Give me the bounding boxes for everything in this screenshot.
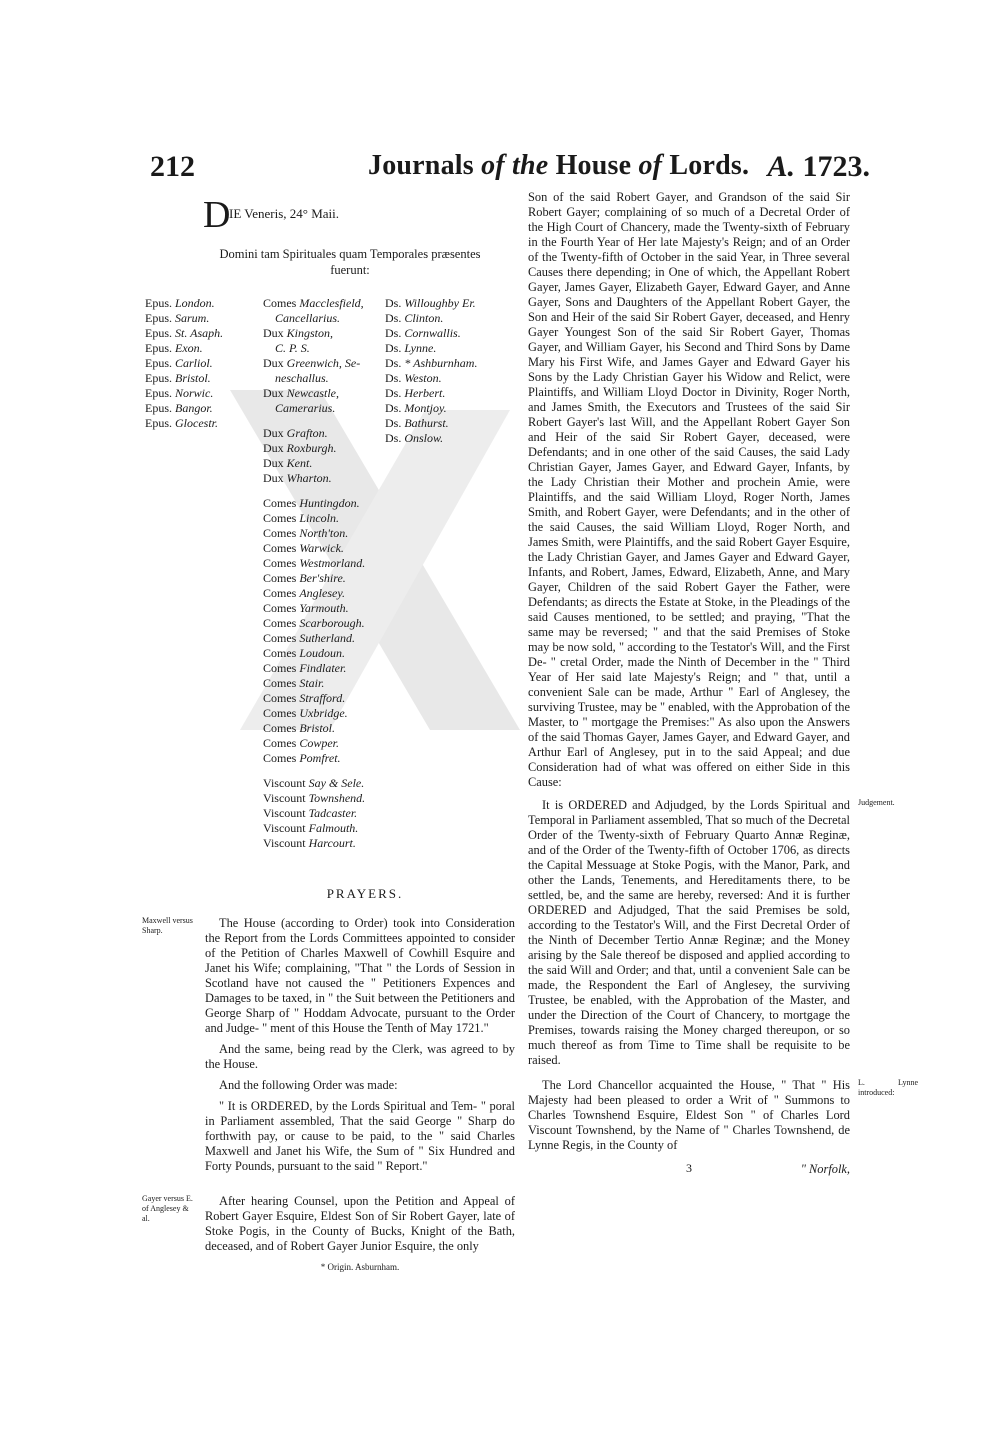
- bishops-list: [145, 296, 223, 431]
- viscount-title: Viscount: [263, 836, 306, 850]
- viscount-title: Viscount: [263, 806, 306, 820]
- duke-name: Grafton.: [286, 426, 328, 440]
- earl-row: [263, 541, 365, 556]
- earl-row: [263, 661, 365, 676]
- earl-row: [263, 721, 365, 736]
- baron-name: Weston.: [404, 371, 442, 385]
- baron-name: Cornwallis.: [404, 326, 461, 340]
- earl-title: Comes: [263, 721, 297, 735]
- officer-title: Comes: [263, 296, 297, 310]
- baron-title: Ds.: [385, 326, 402, 340]
- bishop-name: Bangor.: [175, 401, 213, 415]
- earl-title: Comes: [263, 706, 297, 720]
- baron-row: [385, 326, 477, 341]
- earl-row: [263, 676, 365, 691]
- officer-name: Camerarius.: [275, 401, 336, 415]
- viscount-title: Viscount: [263, 791, 306, 805]
- duke-row: [263, 441, 365, 456]
- baron-name: Clinton.: [404, 311, 444, 325]
- margin-note-maxwell: Maxwell versus Sharp.: [142, 916, 193, 935]
- officer-row: [263, 401, 365, 416]
- bishop-row: [145, 416, 223, 431]
- officer-title: Dux: [263, 326, 284, 340]
- baron-title: Ds.: [385, 401, 402, 415]
- footnote: * Origin. Asburnham.: [320, 1262, 400, 1272]
- duke-name: Roxburgh.: [286, 441, 337, 455]
- viscount-row: [263, 791, 365, 806]
- earl-name: Anglesey.: [299, 586, 345, 600]
- earl-name: Strafford.: [299, 691, 346, 705]
- earl-title: Comes: [263, 541, 297, 555]
- earl-name: Lincoln.: [299, 511, 340, 525]
- viscount-title: Viscount: [263, 821, 306, 835]
- baron-title: Ds.: [385, 356, 402, 370]
- bishop-row: [145, 401, 223, 416]
- baron-row: [385, 371, 477, 386]
- earl-row: [263, 526, 365, 541]
- bishop-row: [145, 296, 223, 311]
- maxwell-order: " It is ORDERED, by the Lords Spiritual and Tem- " poral in Parliament assembled, That the said George " Sharp do forthwith pay, or cause to be paid, to the " said Charles Maxwell and Janet his Wife, the Sum of " Six Hundred and Forty Pounds, pursuant to the said " Report.": [205, 1099, 515, 1173]
- officer-name: Cancellarius.: [275, 311, 340, 325]
- year-number: 1723.: [795, 150, 870, 183]
- officer-row: [263, 386, 365, 401]
- earl-name: Yarmouth.: [299, 601, 349, 615]
- earl-name: Cowper.: [299, 736, 340, 750]
- bishop-title: Epus.: [145, 416, 172, 430]
- earl-title: Comes: [263, 496, 297, 510]
- bishop-name: Sarum.: [175, 311, 210, 325]
- bishop-row: [145, 386, 223, 401]
- earl-row: [263, 496, 365, 511]
- earl-name: Findlater.: [299, 661, 347, 675]
- bishop-title: Epus.: [145, 371, 172, 385]
- baron-name: Willoughby Er.: [404, 296, 476, 310]
- prayers-heading: PRAYERS.: [326, 886, 404, 901]
- earl-title: Comes: [263, 751, 297, 765]
- baron-name: Montjoy.: [404, 401, 447, 415]
- baron-row: [385, 311, 477, 326]
- title-lords: Lords.: [669, 150, 750, 181]
- duke-title: Dux: [263, 426, 284, 440]
- gayer-paragraph-1: After hearing Counsel, upon the Petition and Appeal of Robert Gayer Esquire, Eldest Son of Sir Robert Gayer, late of Stoke Pogis, in the County of Bucks, Knight of the Bath, deceased, and of Robert Gayer Junior Esquire, the only: [205, 1194, 515, 1253]
- earl-row: [263, 556, 365, 571]
- duke-row: [263, 456, 365, 471]
- duke-title: Dux: [263, 471, 284, 485]
- viscount-name: Say & Sele.: [308, 776, 365, 790]
- earl-title: Comes: [263, 616, 297, 630]
- baron-title: Ds.: [385, 341, 402, 355]
- viscount-row: [263, 776, 365, 791]
- baron-row: [385, 416, 477, 431]
- lynne-paragraph: The Lord Chancellor acquainted the House, " That " His Majesty had been pleased to order a Writ of " Summons to Charles Townshend Esquire, Eldest Son " of Charles Lord Viscount Townshend, by the Name of " Charles Townshend, de Lynne Regis, in the County of: [528, 1078, 850, 1152]
- bishop-name: Carliol.: [175, 356, 213, 370]
- bishop-row: [145, 311, 223, 326]
- earl-name: Stair.: [299, 676, 325, 690]
- officer-title: Dux: [263, 386, 284, 400]
- duke-title: Dux: [263, 456, 284, 470]
- margin-note-gayer: Gayer versus E. of Anglesey & al.: [142, 1194, 193, 1223]
- bishop-name: Glocestr.: [175, 416, 218, 430]
- earl-title: Comes: [263, 511, 297, 525]
- earl-title: Comes: [263, 661, 297, 675]
- viscount-name: Harcourt.: [308, 836, 356, 850]
- left-column: [142, 190, 515, 1275]
- earl-name: Huntingdon.: [299, 496, 360, 510]
- duke-title: Dux: [263, 441, 284, 455]
- earl-title: Comes: [263, 691, 297, 705]
- earl-title: Comes: [263, 571, 297, 585]
- officer-name: Macclesfield,: [299, 296, 364, 310]
- viscount-title: Viscount: [263, 776, 306, 790]
- bishop-title: Epus.: [145, 326, 172, 340]
- bishop-name: St. Asaph.: [175, 326, 224, 340]
- drop-cap: D: [203, 194, 231, 236]
- title-house: House: [555, 150, 639, 181]
- earl-name: Scarborough.: [299, 616, 365, 630]
- earl-name: North'ton.: [299, 526, 349, 540]
- officer-name: Greenwich, Se-: [286, 356, 361, 370]
- date-text: IE Veneris, 24° Maii.: [229, 206, 340, 221]
- earl-row: [263, 631, 365, 646]
- bishop-name: London.: [175, 296, 215, 310]
- bishop-title: Epus.: [145, 341, 172, 355]
- page-number: 212: [150, 150, 195, 183]
- bishop-row: [145, 371, 223, 386]
- baron-row: [385, 431, 477, 446]
- catchword: " Norfolk,: [800, 1162, 850, 1176]
- bishop-row: [145, 356, 223, 371]
- attendance-heading: Domini tam Spirituales quam Temporales præsentes fuerunt:: [219, 247, 481, 277]
- earl-row: [263, 616, 365, 631]
- officer-row: [263, 311, 365, 326]
- bishop-title: Epus.: [145, 296, 172, 310]
- duke-name: Kent.: [286, 456, 313, 470]
- bishop-row: [145, 326, 223, 341]
- earl-name: Loudoun.: [299, 646, 346, 660]
- judgement-paragraph: It is ORDERED and Adjudged, by the Lords Spiritual and Temporal in Parliament assembled, That so much of the Decretal Order of the Twenty-sixth of February Quarto Annæ Reginæ, and of the Order of the Twenty-fifth of October 1706, as directs the Capital Messuage at Stoke Pogis, with the Manor, Park, and other the Lands, Tenements, and Hereditaments there, to be settled, be, and the same are hereby, reversed: And it is further ORDERED and Adjudged, That the said Premises be sold, according to the Testator's Will, and the First Decretal Order of the Ninth of December Tertio Annæ Reginæ; and the Money arising by the Sale thereof be disposed and applied according to the said Will and Order; and that, until a convenient Sale can be made, the Respondent the Earl of Anglesey, the surviving Trustee, be enabled, with the Approbation of the Master, and under the Direction of the Court of Chancery, to mortgage the Premises, towards raising the Money charged thereupon, or so much thereof as from Time to Time shall be requisite to be raised.: [528, 798, 850, 1067]
- gayer-continuation: Son of the said Robert Gayer, and Grandson of the said Sir Robert Gayer; complaining of so much of a Decretal Order of the High Court of Chancery, made the Twenty-sixth of February in the Fourth Year of Her late Majesty's Reign; and of an Order of the Twenty-fifth of October in the said Year, in Three several Causes there depending; in One of which, the Appellant Robert Gayer, James Gayer, Elizabeth Gayer, Edward Gayer, and Anne Gayer, Sons and Daughters of the Appellant Robert Gayer, the Son and Heir of the said Sir Robert Gayer, deceased, and Henry Gayer Youngest Son of the said Sir Robert Gayer, Thomas Gayer, and William Gayer, his Second and Third Sons by Dame Mary his First Wife, and James Gayer and Edward Gayer his Sons by the Lady Christian Gayer his Widow and Relict, were Plaintiffs, and William Lloyd Doctor in Divinity, Roger North, and James Smith, the Executors and Trustees of the said Sir Robert Gayer's last Will, and the Appellant Robert Gayer Son and Heir of the said Sir Robert Gayer, deceased, were Defendants; and in one other of the said Causes, the said Lady Christian Gayer, James Gayer, and Edward Gayer, Infants, by the Lady Christian their Mother and prochein Amie, were Plaintiffs, and the said William Lloyd, Roger North, James Smith, and Robert Gayer, were Defendants; and in the other of the said Causes, the said William Lloyd, Roger North, and James Smith, were Plaintiffs, and the said Robert Gayer Esquire, the Lady Christian Gayer, and James Gayer and Edward Gayer, Infants, and Robert, James, Edward, Elizabeth, Anne, and Mary Gayer, Children of the said Robert Gayer the Father, were Defendants; as directs the Estate at Stoke, in the Pleadings of the said Causes mentioned, to be settled; and praying, "That the same may be reversed; " and that the said Premises of Stoke may be now sold, " according to the Testator's Will, and the First De- " cretal Order, made the Ninth of December in the " Third Year of Her said late Majesty's Reign; and " that, until a convenient Sale can be made, Arthur " Earl of Anglesey, the surviving Trustee, may be " enabled, with the Approbation of the Master, to " mortgage the Premises:" As also upon the Answers of the said Thomas Gayer, James Gayer, and Edward Gayer, and Arthur Earl of Anglesey, put in to the said Appeal; and due Consideration had of what was offered on either Side in this Cause:: [528, 190, 850, 789]
- viscount-row: [263, 806, 365, 821]
- officer-title: Dux: [263, 356, 284, 370]
- duke-name: Wharton.: [286, 471, 332, 485]
- baron-row: [385, 296, 477, 311]
- earl-row: [263, 511, 365, 526]
- viscount-name: Townshend.: [308, 791, 366, 805]
- officer-name: C. P. S.: [275, 341, 310, 355]
- viscount-row: [263, 836, 365, 851]
- earl-row: [263, 736, 365, 751]
- baron-row: [385, 386, 477, 401]
- bishop-title: Epus.: [145, 401, 172, 415]
- bishop-row: [145, 341, 223, 356]
- title-of: of: [638, 150, 670, 181]
- maxwell-entry: [142, 916, 515, 1174]
- baron-name: Onslow.: [404, 431, 444, 445]
- baron-row: [385, 401, 477, 416]
- earl-name: Sutherland.: [299, 631, 356, 645]
- earl-row: [263, 691, 365, 706]
- duke-row: [263, 471, 365, 486]
- earl-row: [263, 646, 365, 661]
- baron-title: Ds.: [385, 296, 402, 310]
- viscount-name: Falmouth.: [308, 821, 359, 835]
- baron-name: * Ashburnham.: [404, 356, 478, 370]
- earl-name: Ber'shire.: [299, 571, 346, 585]
- maxwell-paragraph-1: The House (according to Order) took into Consideration the Report from the Lords Committees appointed to consider of the Petition of Charles Maxwell of Cowhill Esquire and Janet his Wife; complaining, "That " the Lords of Session in Scotland have not caused the " Petitioners Expences and Damages to be taxed, in " the Suit between the Petitioners and George Sharp of " Hoddam Advocate, pursuant to the Order and Judge- " ment of this House the Tenth of May 1721.": [205, 916, 515, 1035]
- maxwell-paragraph-3: And the following Order was made:: [219, 1078, 398, 1092]
- bishop-name: Norwic.: [175, 386, 214, 400]
- bishop-title: Epus.: [145, 386, 172, 400]
- officer-row: [263, 296, 365, 311]
- year-prefix: A.: [767, 150, 795, 183]
- viscount-name: Tadcaster.: [308, 806, 358, 820]
- earl-row: [263, 706, 365, 721]
- margin-note-lynne: L. Lynne introduced:: [858, 1078, 918, 1097]
- officer-row: [263, 371, 365, 386]
- officer-name: Kingston,: [286, 326, 334, 340]
- baron-title: Ds.: [385, 386, 402, 400]
- title-journals: Journals: [368, 150, 482, 181]
- viscount-row: [263, 821, 365, 836]
- earl-title: Comes: [263, 676, 297, 690]
- officer-row: [263, 326, 365, 341]
- bishop-name: Exon.: [175, 341, 203, 355]
- earl-title: Comes: [263, 586, 297, 600]
- baron-name: Lynne.: [404, 341, 437, 355]
- earl-title: Comes: [263, 601, 297, 615]
- baron-title: Ds.: [385, 311, 402, 325]
- officer-name: Newcastle,: [286, 386, 339, 400]
- earl-title: Comes: [263, 736, 297, 750]
- bishop-name: Bristol.: [175, 371, 211, 385]
- temporal-lords-list: [263, 296, 365, 851]
- earl-title: Comes: [263, 556, 297, 570]
- session-date: [203, 194, 515, 240]
- duke-row: [263, 426, 365, 441]
- baron-title: Ds.: [385, 431, 402, 445]
- earl-name: Bristol.: [299, 721, 336, 735]
- baron-name: Bathurst.: [404, 416, 449, 430]
- year-label: [767, 150, 870, 184]
- bishop-title: Epus.: [145, 311, 172, 325]
- officer-row: [263, 341, 365, 356]
- margin-note-judgement: Judgement.: [858, 798, 895, 807]
- bishop-title: Epus.: [145, 356, 172, 370]
- title-of-the: of the: [481, 150, 556, 181]
- earl-row: [263, 751, 365, 766]
- journal-title: [368, 150, 749, 182]
- signature-mark: 3: [686, 1161, 692, 1175]
- baron-title: Ds.: [385, 416, 402, 430]
- earl-title: Comes: [263, 646, 297, 660]
- officer-name: neschallus.: [275, 371, 329, 385]
- right-column: [528, 190, 918, 1177]
- gayer-entry: [142, 1194, 515, 1275]
- earl-title: Comes: [263, 631, 297, 645]
- baron-row: [385, 356, 477, 371]
- page-header: [150, 150, 870, 190]
- baron-row: [385, 341, 477, 356]
- earl-row: [263, 586, 365, 601]
- earl-name: Westmorland.: [299, 556, 366, 570]
- attendance-list: [145, 296, 515, 850]
- maxwell-paragraph-2: And the same, being read by the Clerk, was agreed to by the House.: [205, 1042, 515, 1071]
- earl-row: [263, 601, 365, 616]
- earl-row: [263, 571, 365, 586]
- barons-list: [385, 296, 477, 446]
- earl-title: Comes: [263, 526, 297, 540]
- baron-title: Ds.: [385, 371, 402, 385]
- earl-name: Uxbridge.: [299, 706, 348, 720]
- baron-name: Herbert.: [404, 386, 446, 400]
- earl-name: Warwick.: [299, 541, 344, 555]
- earl-name: Pomfret.: [299, 751, 341, 765]
- officer-row: [263, 356, 365, 371]
